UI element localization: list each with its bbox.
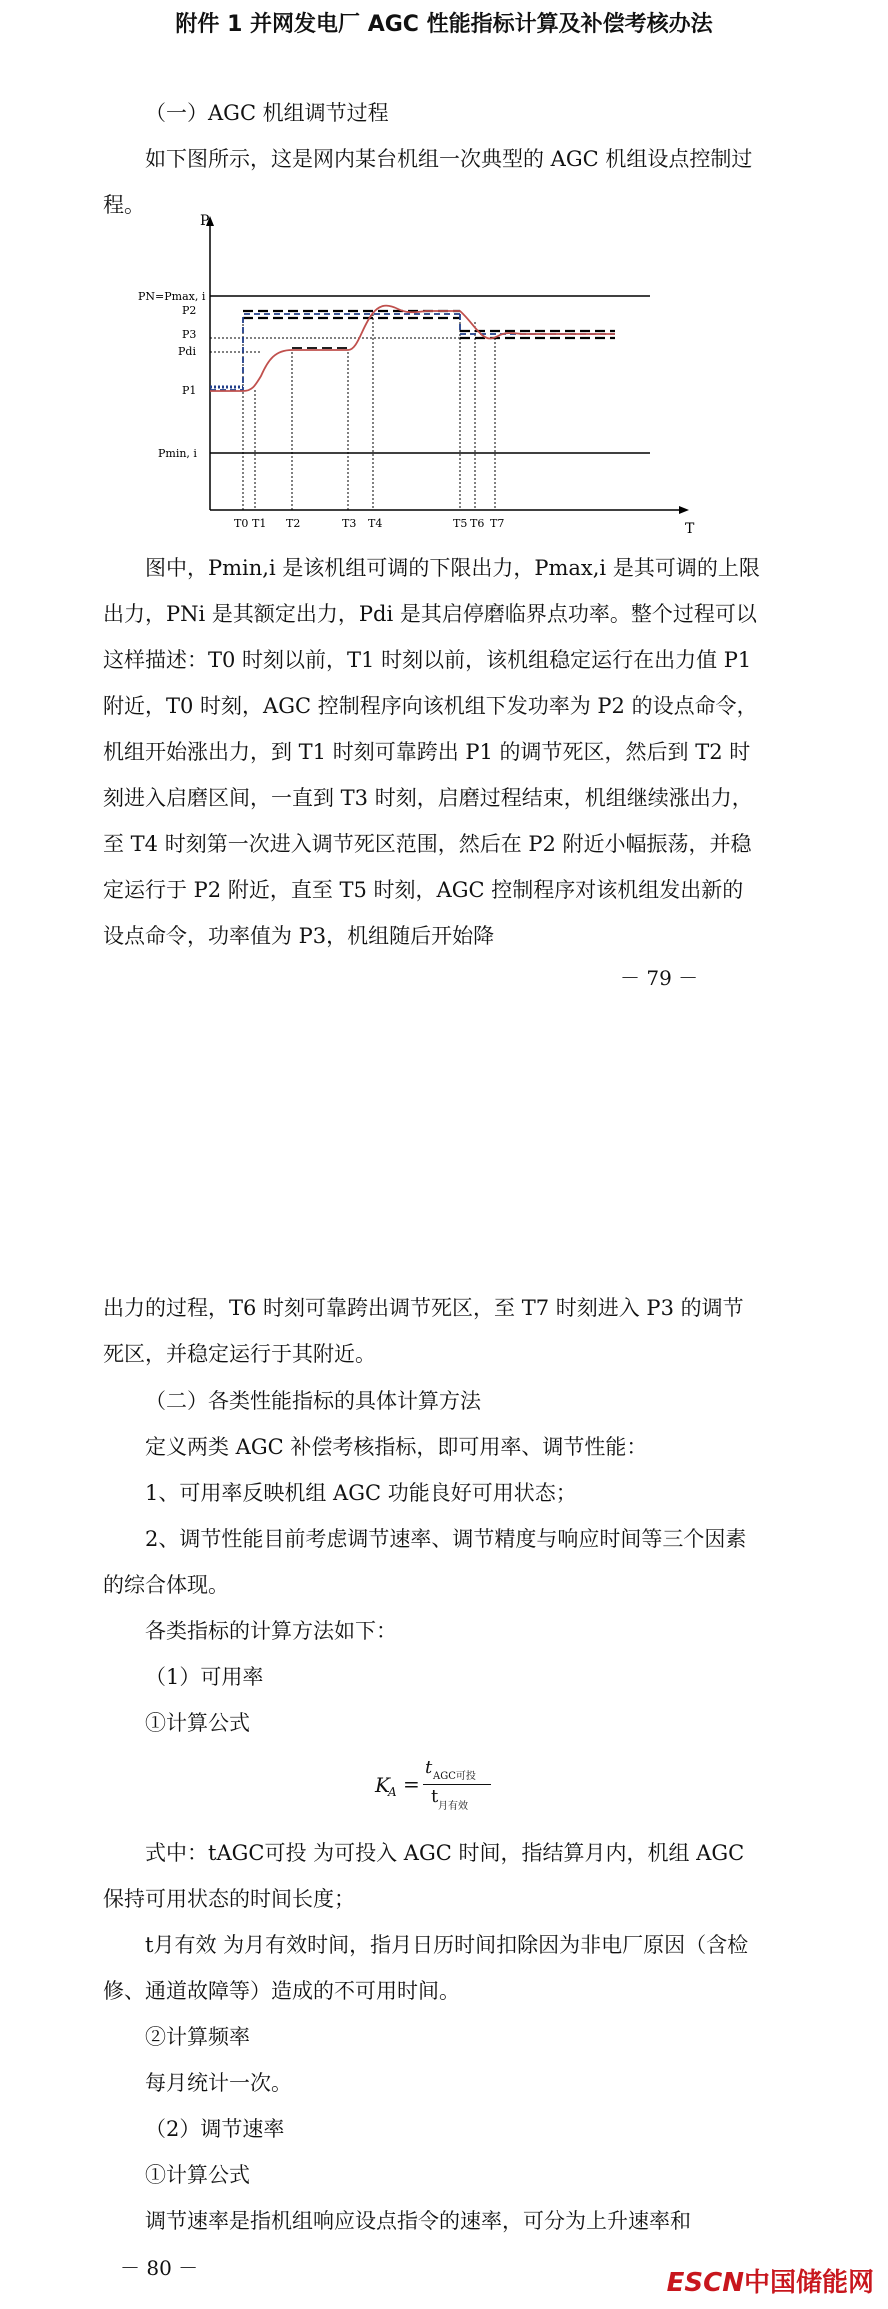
frequency-heading: ②计算频率: [145, 2025, 250, 2049]
definition-paragraph: 定义两类 AGC 补偿考核指标，即可用率、调节性能：: [145, 1435, 648, 1459]
t-label-0: T0: [234, 517, 249, 530]
section-heading-2: （二）各类性能指标的具体计算方法: [145, 1389, 481, 1413]
frequency-text: 每月统计一次。: [145, 2071, 292, 2095]
intro-paragraph: 如下图所示，这是网内某台机组一次典型的 AGC 机组设点控制过程。: [103, 147, 753, 217]
item-regulation-performance: 2、调节性能目前考虑调节速率、调节精度与响应时间等三个因素的综合体现。: [103, 1527, 747, 1597]
page-number-80: － 80 －: [120, 2256, 199, 2280]
page-title: 附件 1 并网发电厂 AGC 性能指标计算及补偿考核办法: [175, 12, 713, 37]
y-label-pmin: Pmin, i: [158, 447, 197, 460]
formula-lhs: K: [375, 1773, 390, 1797]
y-label-pdi: Pdi: [178, 345, 196, 358]
t-label-2: T2: [286, 517, 301, 530]
y-label-p2: P2: [182, 304, 197, 317]
y-label-p1: P1: [182, 384, 197, 397]
y-label-pn: PN=Pmax, i: [138, 290, 206, 303]
y-axis-label: P: [200, 213, 210, 229]
formula-numerator-sub: AGC可投: [433, 1771, 476, 1782]
methods-intro: 各类指标的计算方法如下：: [145, 1619, 397, 1643]
t-label-3: T3: [342, 517, 357, 530]
x-axis-label: T: [685, 521, 695, 537]
t-label-5: T5: [453, 517, 468, 530]
formula-denominator-sub: 月有效: [438, 1801, 468, 1812]
formula-explanation-1: 式中：tAGC可投 为可投入 AGC 时间，指结算月内，机组 AGC 保持可用状态的时间长度；: [103, 1841, 745, 1911]
availability-formula: [375, 1755, 525, 1815]
t-label-6: T6: [470, 517, 485, 530]
chart-description-paragraph: 图中，Pmin,i 是该机组可调的下限出力，Pmax,i 是其可调的上限出力，PNi 是其额定出力，Pdi 是其启停磨临界点功率。整个过程可以这样描述：T0 时刻以前，T1 时刻以前，该机组稳定运行在出力值 P1 附近，T0 时刻，AGC 控制程序向该机组下发功率为 P2 的设点命令，机组开始涨出力，到 T1 时刻可靠跨出 P1 的调节死区，然后到 T2 时刻进入启磨区间，一直到 T3 时刻，启磨过程结束，机组继续涨出力，至 T4 时刻第一次进入调节死区范围，然后在 P2 附近小幅振荡，并稳定运行于 P2 附近，直至 T5 时刻，AGC 控制程序对该机组发出新的设点命令，功率值为 P3，机组随后开始降: [103, 556, 760, 948]
formula-numerator: t: [425, 1757, 433, 1778]
formula-denominator: t: [431, 1786, 439, 1807]
formula-heading-1: ①计算公式: [145, 1711, 250, 1735]
deadband-dashes: [243, 311, 615, 348]
time-markers: [243, 314, 495, 510]
subheading-availability: （1）可用率: [145, 1665, 264, 1689]
formula-lhs-sub: A: [388, 1785, 397, 1799]
formula-equals: =: [403, 1772, 420, 1796]
setpoint-command: [210, 314, 615, 390]
x-axis-arrow: [679, 506, 689, 514]
t-label-7: T7: [490, 517, 505, 530]
regulation-rate-paragraph: 调节速率是指机组响应设点指令的速率，可分为上升速率和: [145, 2209, 691, 2233]
formula-explanation-2: t月有效 为月有效时间，指月日历时间扣除因为非电厂原因（含检修、通道故障等）造成的不可用时间。: [103, 1933, 749, 2003]
continuation-paragraph: 出力的过程，T6 时刻可靠跨出调节死区，至 T7 时刻进入 P3 的调节死区，并稳定运行于其附近。: [103, 1296, 744, 1366]
t-label-4: T4: [368, 517, 383, 530]
y-label-p3: P3: [182, 328, 197, 341]
page-number-79: － 79 －: [620, 966, 699, 990]
escn-logo[interactable]: [667, 2262, 874, 2299]
agc-process-chart: [130, 210, 770, 540]
section-heading-1: （一）AGC 机组调节过程: [145, 101, 389, 125]
subheading-regulation-rate: （2）调节速率: [145, 2117, 285, 2141]
formula-heading-2: ①计算公式: [145, 2163, 250, 2187]
t-label-1: T1: [252, 517, 267, 530]
logo-escn-text: ESCN: [666, 2268, 744, 2298]
logo-cn-text: 中国储能网: [743, 2268, 874, 2298]
fraction-bar: [423, 1784, 491, 1785]
item-availability: 1、可用率反映机组 AGC 功能良好可用状态；: [145, 1481, 577, 1505]
